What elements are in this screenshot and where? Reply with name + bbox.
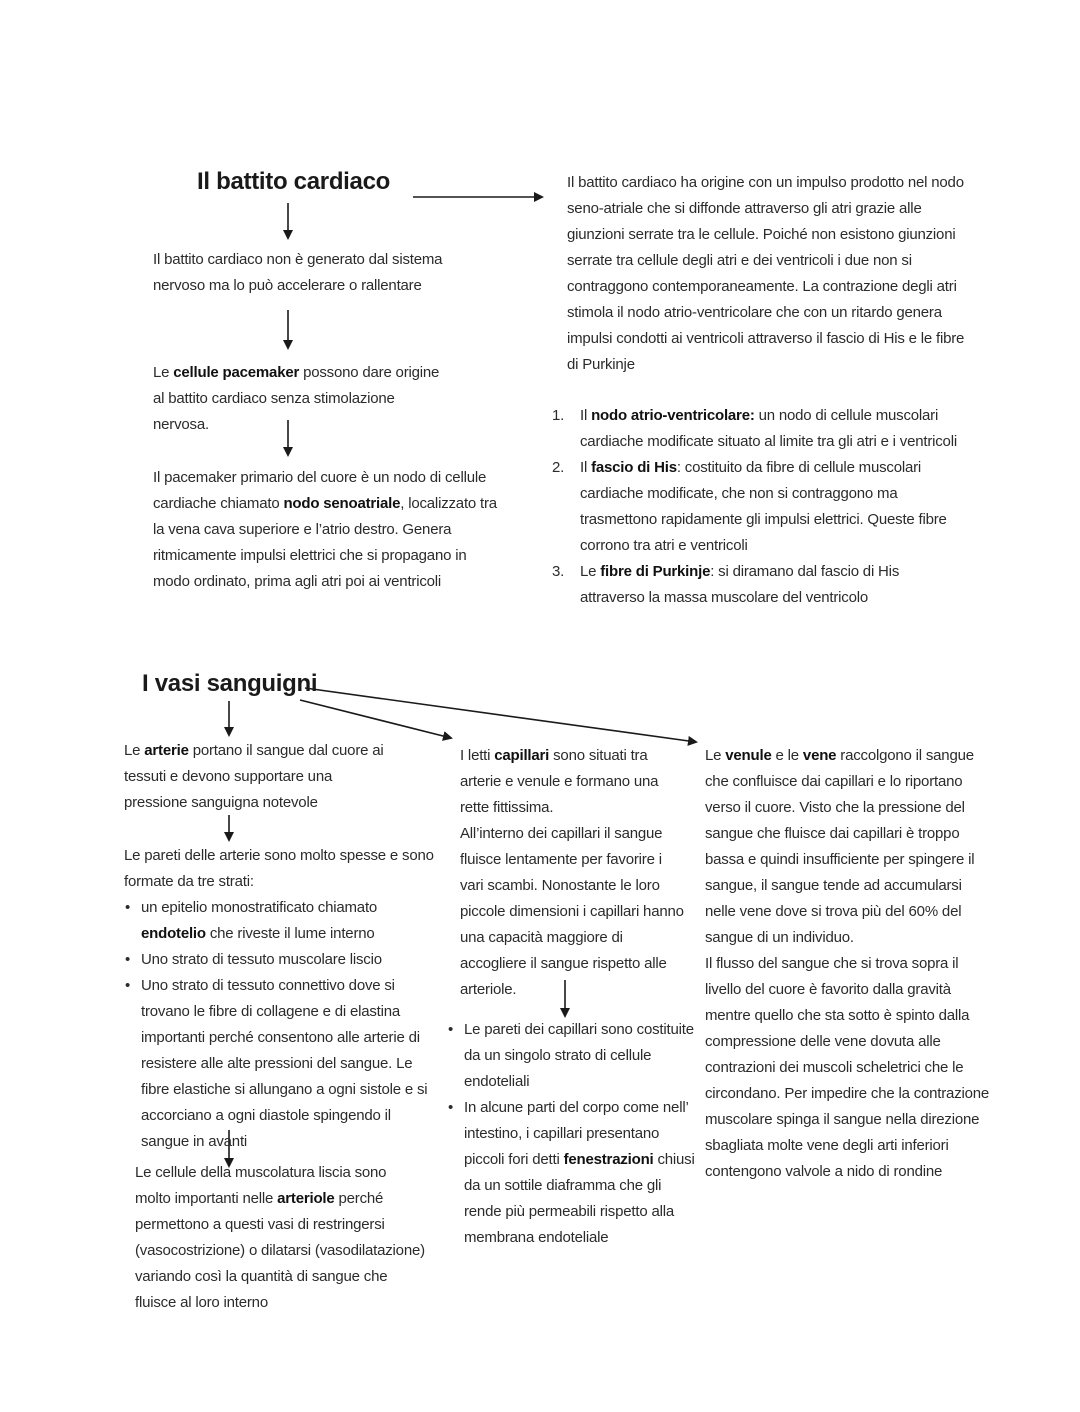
text-block: I letti capillari sono situati tra arterie e venule e formano una rette fittissima. All’interno dei capillari il sangue fluisce lentamente per favorire i vari scambi. Nonostante le loro piccole dimensioni i capillari hanno una capacità maggiore di accogliere il sangue rispetto alle arteriole. — [460, 747, 684, 998]
list-item: 3. Le fibre di Purkinje: si diramano dal fascio di His attraverso la massa muscolare del ventricolo — [552, 563, 900, 606]
list-item: • Uno strato di tessuto muscolare liscio — [124, 947, 434, 973]
text-block: Il pacemaker primario del cuore è un nodo di cellule cardiache chiamato nodo senoatriale, localizzato tra la vena cava superiore e l’atrio destro. Genera ritmicamente impulsi elettrici che si propagano in modo ordinato, prima agli atri poi ai ventricoli — [153, 469, 497, 590]
text-block: Le venule e le vene raccolgono il sangue che confluisce dai capillari e lo riportano verso il cuore. Visto che la pressione del sangue che fluisce dai capillari è troppo bassa e quindi insufficiente per spingere il sangue, il sangue tende ad accumularsi nelle vene dove si trova più del 60% del sangue di un individuo. Il flusso del sangue che si trova sopra il livello del cuore è favorito dalla gravità mentre quello che sta sotto è spinto dalla compressione delle vene dovuta alle contrazioni dei muscoli scheletrici che le circondano. Per impedire che la contrazione muscolare spinga il sangue nella direzione sbagliata molte vene degli arti inferiori contengono valvole a nido di rondine — [705, 747, 990, 1180]
text-block: Le arterie portano il sangue dal cuore ai tessuti e devono supportare una pressione sanguigna notevole — [124, 742, 384, 811]
text-block: Le cellule della muscolatura liscia sono molto importanti nelle arteriole perché permettono a questi vasi di restringersi (vasocostrizione) o dilatarsi (vasodilatazione) variando così la quantità di sangue che fluisce al loro interno — [135, 1164, 425, 1311]
numbered-list — [552, 403, 964, 611]
arrow-to-vene — [305, 688, 696, 742]
list-item: • In alcune parti del corpo come nell’ intestino, i capillari presentano piccoli fori detti fenestrazioni chiusi da un sottile diaframma che gli rende più permeabili rispetto alla membrana endoteliale — [447, 1095, 697, 1251]
section-title: Il battito cardiaco — [197, 168, 391, 195]
text-block: Il battito cardiaco non è generato dal sistema nervoso ma lo può accelerare o rallentare — [153, 251, 443, 294]
list-item: • Uno strato di tessuto connettivo dove si trovano le fibre di collagene e di elastina importanti perché consentono alle arterie di resistere alle alte pressioni del sangue. Le fibre elastiche si allungano a ogni sistole e si accorciano a ogni diastole spingendo il sangue in avanti — [124, 973, 434, 1155]
list-item: 2. Il fascio di His: costituito da fibre di cellule muscolari cardiache modificate, che non si contraggono ma trasmettono rapidamente gli impulsi elettrici. Queste fibre corrono tra atri e ventricoli — [552, 459, 947, 554]
text-block: Le pareti delle arterie sono molto spesse e sono formate da tre strati: • un epitelio monostratificato chiamato endotelio che riveste il lume interno • Uno strato di tessuto muscolare liscio • Uno strato di tessuto connettivo dove si trovano le fibre di collagene e di elastina importanti perché consentono alle arterie di resistere alle alte pressioni del sangue. Le fibre elastiche si allungano a ogni sistole e si accorciano a ogni diastole spingendo il sangue in avanti — [124, 843, 434, 1155]
text-block: Il battito cardiaco ha origine con un impulso prodotto nel nodo seno-atriale che si diffonde attraverso gli atri grazie alle giunzioni serrate tra le cellule. Poiché non esistono giunzioni serrate tra cellule degli atri e dei ventricoli i due non si contraggono contemporaneamente. La contrazione degli atri stimola il nodo atrio-ventricolare che con un ritardo genera impulsi condotti ai ventricoli attraverso il fascio di His e le fibre di Purkinje — [567, 174, 965, 373]
text-block — [447, 1017, 697, 1251]
list-item: • Le pareti dei capillari sono costituite da un singolo strato di cellule endoteliali — [447, 1017, 697, 1095]
list-item: 1. Il nodo atrio-ventricolare: un nodo di cellule muscolari cardiache modificate situato al limite tra gli atri e i ventricoli — [552, 407, 957, 450]
section-title: I vasi sanguigni — [142, 670, 318, 697]
text-block: Le cellule pacemaker possono dare origine al battito cardiaco senza stimolazione nervosa. — [153, 364, 440, 433]
list-item: • un epitelio monostratificato chiamato endotelio che riveste il lume interno — [124, 895, 434, 947]
